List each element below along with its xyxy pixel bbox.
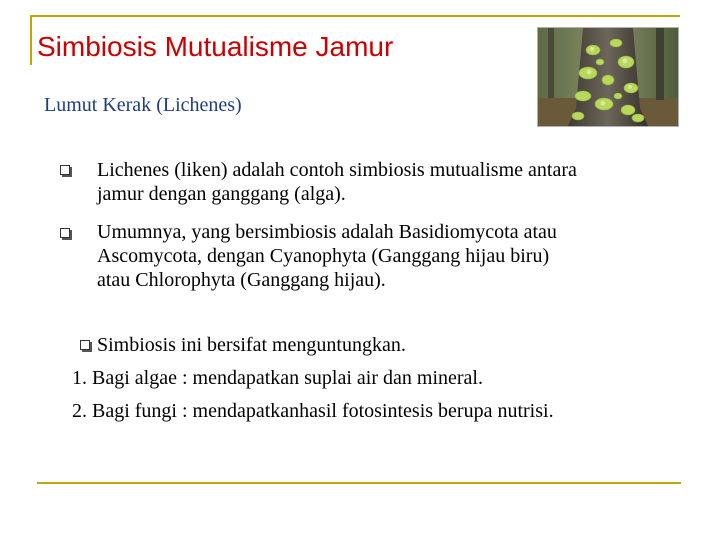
frame-bottom-line: [37, 482, 681, 484]
frame-top-line: [30, 15, 680, 17]
hollow-square-bullet-icon: [80, 340, 90, 350]
hollow-square-bullet-icon: [60, 165, 70, 175]
bullet-2-line-1: Umumnya, yang bersimbiosis adalah Basidiomycota atau: [97, 221, 557, 243]
numbered-item-1: 1. Bagi algae : mendapatkan suplai air dan mineral.: [72, 367, 483, 389]
frame-left-line: [30, 15, 32, 65]
lichen-tree-photo: [537, 27, 679, 127]
hollow-square-bullet-icon: [60, 228, 70, 238]
bullet-2-line-3: atau Chlorophyta (Ganggang hijau).: [97, 269, 386, 291]
bullet-3-line-1: Simbiosis ini bersifat menguntungkan.: [97, 334, 406, 356]
slide-title: Simbiosis Mutualisme Jamur: [37, 31, 394, 62]
slide-subtitle: Lumut Kerak (Lichenes): [44, 94, 242, 116]
lichen-photo-image: [538, 28, 678, 126]
bullet-1-line-2: jamur dengan ganggang (alga).: [97, 183, 346, 205]
bullet-1-line-1: Lichenes (liken) adalah contoh simbiosis mutualisme antara: [97, 159, 577, 181]
bullet-2-line-2: Ascomycota, dengan Cyanophyta (Ganggang hijau biru): [97, 245, 550, 267]
numbered-item-2: 2. Bagi fungi : mendapatkanhasil fotosintesis berupa nutrisi.: [72, 400, 554, 422]
